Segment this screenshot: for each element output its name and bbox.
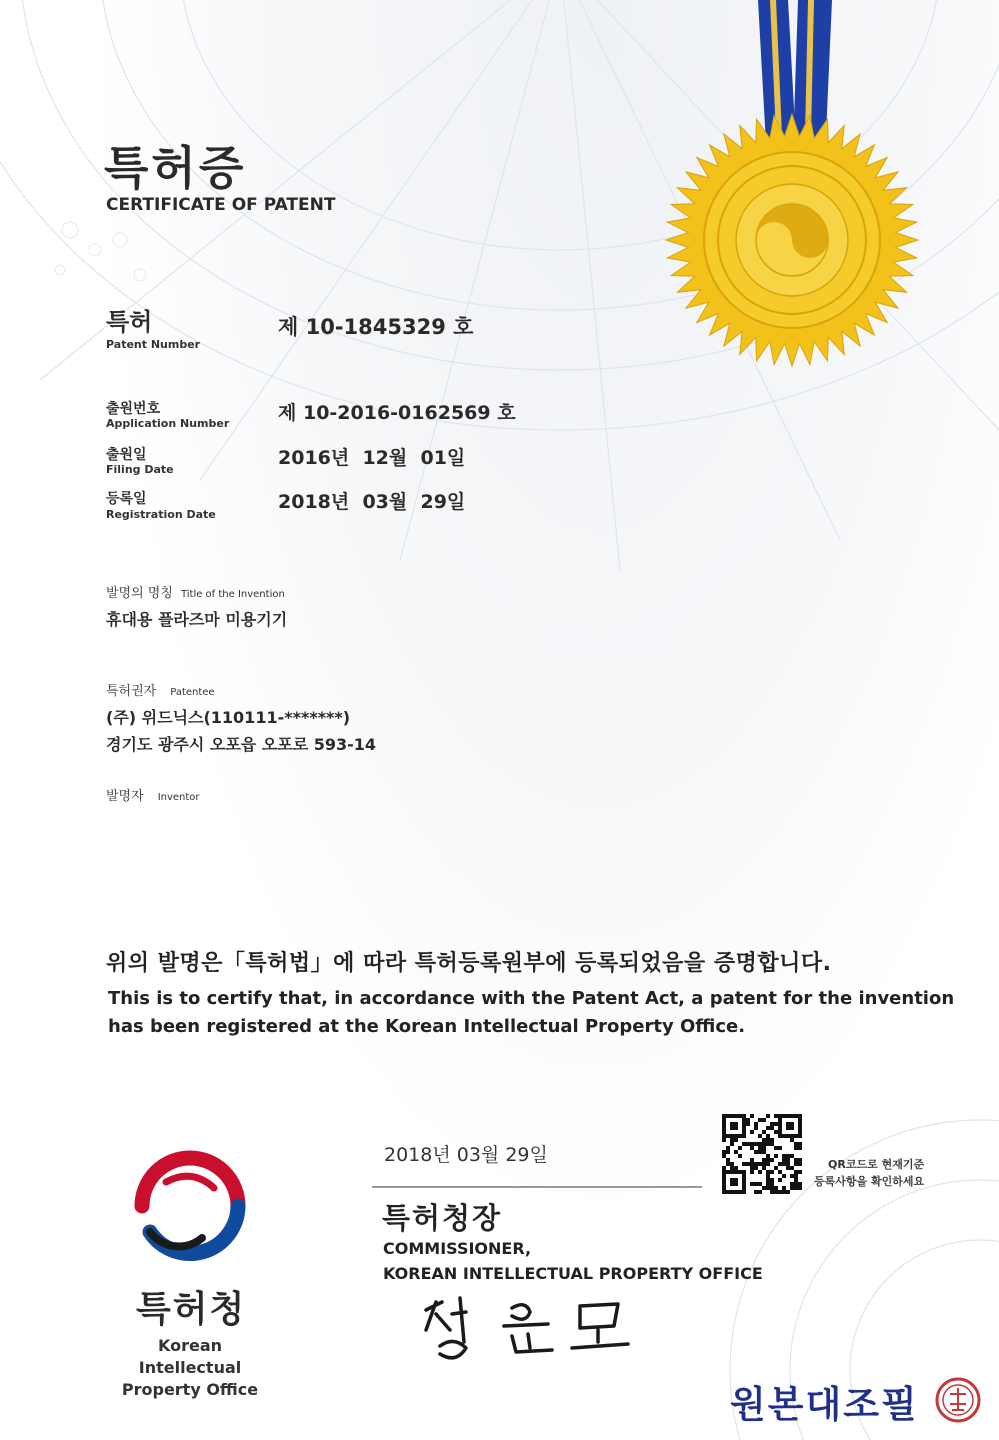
- filing-date-value: 2016년 12월 01일: [278, 447, 466, 469]
- commissioner-title-ko: 특허청장: [382, 1201, 503, 1235]
- qr-code[interactable]: [722, 1114, 802, 1194]
- qr-note-line2: 등록사항을 확인하세요: [814, 1175, 925, 1188]
- issue-date: 2018년 03월 29일: [384, 1144, 548, 1166]
- inventor-label: [106, 785, 200, 804]
- kipo-name-en: Korean Intellectual Property Office: [121, 1336, 259, 1399]
- patentee-label: [106, 680, 215, 699]
- commissioner-title-en-line1: COMMISSIONER,: [383, 1239, 532, 1258]
- registration-date-label-ko: 등록일: [106, 491, 147, 507]
- invention-label: [106, 582, 285, 601]
- patentee-name: (주) 위드닉스(110111-*******): [106, 708, 351, 727]
- qr-note: [814, 1156, 924, 1190]
- divider: [372, 1186, 702, 1188]
- inventor-label-ko: 발명자: [106, 789, 144, 804]
- kipo-name-ko: 특허청: [136, 1289, 247, 1330]
- registration-date-value: 2018년 03월 29일: [278, 491, 466, 513]
- certified-copy-stamp-text: 원본대조필: [730, 1382, 919, 1426]
- application-number-label-en: Application Number: [106, 417, 230, 430]
- gold-seal-icon: [664, 112, 920, 368]
- statement-en: This is to certify that, in accordance with the Patent Act, a patent for the invention has been registered at the Korean Intellectual Property Office.: [108, 988, 955, 1037]
- certificate-title-en: CERTIFICATE OF PATENT: [106, 195, 336, 215]
- commissioner-title-en-line2: KOREAN INTELLECTUAL PROPERTY OFFICE: [383, 1264, 763, 1283]
- patent-number-label-ko: 특허: [106, 308, 153, 336]
- application-number-value: 제 10-2016-0162569 호: [278, 402, 516, 424]
- commissioner-signature: [412, 1290, 652, 1370]
- filing-date-label-ko: 출원일: [106, 447, 147, 463]
- red-seal-icon: [934, 1376, 982, 1424]
- patent-number-value: 제 10-1845329 호: [278, 315, 474, 339]
- filing-date-label-en: Filing Date: [106, 463, 174, 476]
- patent-number-label-en: Patent Number: [106, 338, 201, 351]
- application-number-label-ko: 출원번호: [106, 401, 161, 417]
- qr-note-line1: QR코드로 현재기준: [828, 1158, 925, 1171]
- invention-title: 휴대용 플라즈마 미용기기: [106, 610, 288, 629]
- inventor-label-en: Inventor: [157, 792, 200, 803]
- commissioner-title-en: [383, 1236, 763, 1286]
- kipo-logo-icon: [130, 1142, 250, 1266]
- invention-label-en: Title of the Invention: [180, 589, 285, 600]
- patentee-address: 경기도 광주시 오포읍 오포로 593-14: [106, 735, 377, 754]
- statement-ko: 위의 발명은「특허법」에 따라 특허등록원부에 등록되었음을 증명합니다.: [106, 951, 832, 976]
- patentee-label-ko: 특허권자: [106, 684, 157, 699]
- patentee-label-en: Patentee: [170, 687, 215, 698]
- registration-date-label-en: Registration Date: [106, 508, 216, 521]
- certificate-title-ko: 특허증: [104, 141, 247, 195]
- invention-label-ko: 발명의 명칭: [106, 586, 173, 601]
